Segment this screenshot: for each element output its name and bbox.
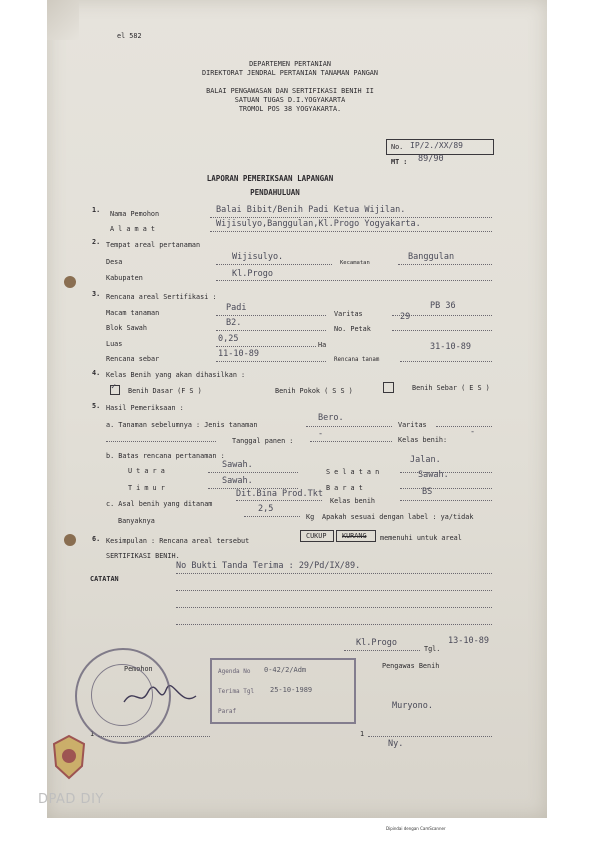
tempat-label: Tempat areal pertanaman [106,241,201,249]
receipt-stamp [210,658,356,724]
paraf-label: Paraf [218,708,237,715]
kelas-benih-sebelumnya-value: - [470,427,476,437]
crest-logo [50,734,88,780]
batas-rencana-label: b. Batas rencana pertanaman : [106,452,225,460]
sign-line-2 [368,736,492,737]
kelas-benih-asal-line [400,500,492,501]
no-petak-value: 29 [400,312,411,322]
varitas-value: PB 36 [430,301,456,311]
agenda-label: Agenda No [218,668,251,675]
catatan-line-1 [176,573,492,574]
banyaknya-line [244,516,300,517]
selatan-value: Jalan. [410,455,441,465]
varitas-sebelumnya-line [436,426,492,427]
kelas-benih-sebelumnya-label: Kelas benih: [398,436,448,444]
kecamatan-value: Banggulan [408,252,455,262]
benih-dasar-label: Benih Dasar (F S ) [128,387,202,395]
report-title: LAPORAN PEMERIKSAAN LAPANGAN [206,174,334,183]
punch-hole [64,534,76,546]
kecamatan-label: Kecamatan [340,260,370,266]
sertifikasi-label: SERTIFIKASI BENIH. [106,552,180,560]
rencana-sebar-line [216,361,326,362]
catatan-line-2 [176,590,492,591]
rencana-areal-label: Rencana areal Sertifikasi : [106,293,217,301]
tanggal-panen-line [310,441,392,442]
utara-value: Sawah. [222,460,253,470]
pemohon-label: Nama Pemohon [110,210,160,218]
rencana-tanam-value: 31-10-89 [430,342,471,352]
punch-hole [64,276,76,288]
banyaknya-label: Banyaknya [118,517,155,525]
desa-label: Desa [106,258,123,266]
banyaknya-value: 2,5 [258,504,274,514]
kabupaten-line [216,280,492,281]
watermark-text: DPAD DIY [38,792,104,807]
barat-label: B a r a t [326,484,363,492]
utara-label: U t a r a [128,467,165,475]
pengawas-name: Muryono. [392,701,433,711]
tanaman-extra-line [106,441,216,442]
sign-number-1: 1 [90,730,95,738]
tanggal-panen-value: - [318,429,324,439]
macam-tanaman-label: Macam tanaman [106,309,160,317]
pengawas-benih-label: Pengawas Benih [382,662,440,670]
kesimpulan-label: Kesimpulan : Rencana areal tersebut [106,537,250,545]
ha-label: Ha [318,341,327,349]
terima-label: Terima Tgl [218,688,255,695]
kurang-label: KURANG [342,532,367,540]
alamat-line [210,231,492,232]
rencana-tanam-label: Rencana tanam [334,357,380,363]
pemohon-sign-label: Pemohon [124,665,153,673]
cukup-label: CUKUP [306,532,327,540]
terima-value: 25-10-1989 [270,686,313,694]
timur-value: Sawah. [222,476,253,486]
blok-sawah-value: B2. [226,318,242,328]
form-code: el 582 [117,32,142,40]
barat-line [400,488,492,489]
catatan-line-4 [176,624,492,625]
luas-line [216,346,316,347]
asal-benih-label: c. Asal benih yang ditanam [106,500,213,508]
hasil-pemeriksaan-label: Hasil Pemeriksaan : [106,404,184,412]
section-1-number: 1. [92,206,101,214]
kg-label: Kg [306,513,315,521]
sign-place-line [344,650,420,651]
jenis-tanaman-line [306,426,392,427]
no-petak-label: No. Petak [334,325,371,333]
scanner-footer: Dipindai dengan CamScanner [386,826,446,831]
kabupaten-label: Kabupaten [106,274,143,282]
catatan-label: CATATAN [90,575,119,583]
memenuhi-label: memenuhi untuk areal [380,534,462,542]
no-petak-line [392,330,492,331]
asal-benih-value: Dit.Bina Prod.Tkt [236,489,323,499]
asal-benih-line [236,500,322,501]
varitas-sebelumnya-label: Varitas [398,421,427,429]
report-subtitle: PENDAHULUAN [250,188,300,197]
luas-label: Luas [106,340,123,348]
kecamatan-line [398,264,492,265]
paper-corner [47,0,79,40]
kelas-benih-label: Kelas Benih yang akan dihasilkan : [106,371,246,379]
alamat-value: Wijisulyo,Banggulan,Kl.Progo Yogyakarta. [216,219,421,229]
benih-dasar-check-mark: ✓ [111,382,117,392]
luas-value: 0,25 [218,334,239,344]
catatan-line-3 [176,607,492,608]
catatan-value: No Bukti Tanda Terima : 29/Pd/IX/89. [176,561,361,571]
header-line-4: SATUAN TUGAS D.I.YOGYAKARTA [234,96,346,104]
tanaman-sebelumnya-label: a. Tanaman sebelumnya : Jenis tanaman [106,421,258,429]
kelas-benih-asal-value: BS [422,487,433,497]
section-6-number: 6. [92,535,101,543]
tanggal-panen-label: Tanggal panen : [232,437,294,445]
pemohon-line [210,217,492,218]
section-3-number: 3. [92,290,101,298]
header-line-1: DEPARTEMEN PERTANIAN [249,60,331,68]
benih-pokok-label: Benih Pokok ( S S ) [275,387,353,395]
agenda-value: 0-42/2/Adm [264,666,307,674]
blok-sawah-line [216,330,326,331]
mt-value: 89/90 [418,154,444,164]
benih-sebar-label: Benih Sebar ( E S ) [412,384,490,392]
timur-label: T i m u r [128,484,165,492]
macam-tanaman-value: Padi [226,303,247,313]
rencana-sebar-label: Rencana sebar [106,355,160,363]
sign-place: Kl.Progo [356,638,397,648]
jenis-tanaman-value: Bero. [318,413,344,423]
utara-line [208,472,298,473]
reference-no-value: IP/2./XX/89 [410,141,463,150]
sign-date-value: 13-10-89 [448,636,489,646]
benih-sebar-checkbox[interactable] [383,382,394,393]
section-5-number: 5. [92,402,101,410]
pemohon-value: Balai Bibit/Benih Padi Ketua Wijilan. [216,205,406,215]
barat-value: Sawah. [418,470,449,480]
rencana-tanam-line [400,361,492,362]
sign-ny: Ny. [388,739,404,749]
reference-no-label: No. [391,143,404,151]
section-4-number: 4. [92,369,101,377]
rencana-sebar-value: 11-10-89 [218,349,259,359]
header-line-5: TROMOL POS 38 YOGYAKARTA. [238,105,342,113]
blok-sawah-label: Blok Sawah [106,324,147,332]
varitas-label: Varitas [334,310,363,318]
selatan-label: S e l a t a n [326,468,380,476]
mt-label: MT : [391,158,408,166]
kabupaten-value: Kl.Progo [232,269,273,279]
sesuai-label: Apakah sesuai dengan label : ya/tidak [322,513,474,521]
sign-date-label: Tgl. [424,645,441,653]
desa-line [216,264,332,265]
alamat-label: A l a m a t [110,225,156,233]
macam-tanaman-line [216,315,326,316]
header-line-3: BALAI PENGAWASAN DAN SERTIFIKASI BENIH II [206,87,374,95]
desa-value: Wijisulyo. [232,252,284,262]
header-line-2: DIREKTORAT JENDRAL PERTANIAN TANAMAN PANGAN [202,69,378,77]
sign-number-2: 1 [360,730,365,738]
section-2-number: 2. [92,238,101,246]
round-stamp [75,648,171,744]
kelas-benih-asal-label: Kelas benih [330,497,376,505]
